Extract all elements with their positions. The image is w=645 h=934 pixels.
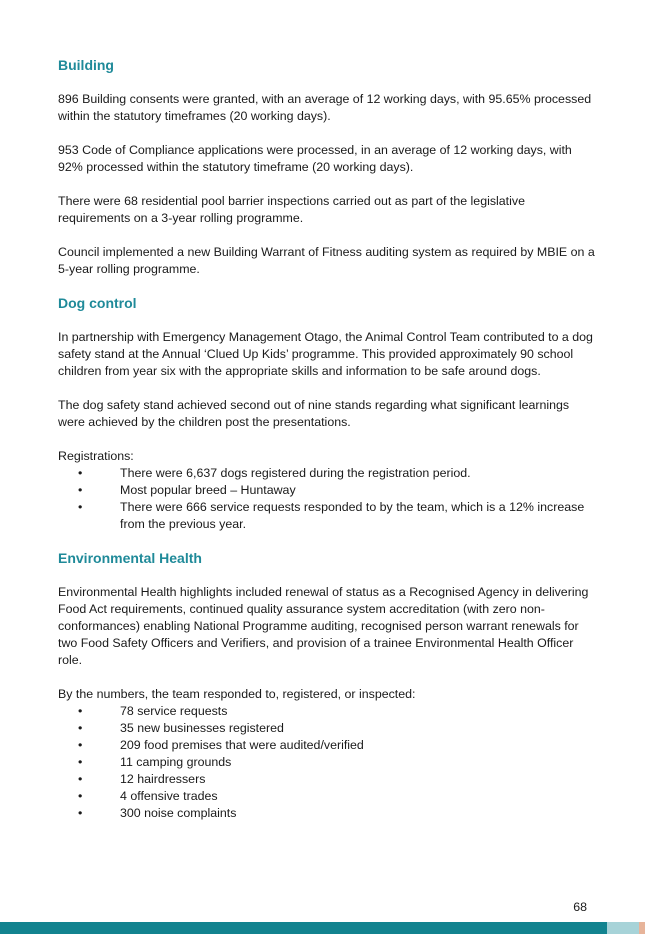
- building-paragraph: Council implemented a new Building Warrant of Fitness auditing system as required by MBIE on a 5-year rolling programme.: [58, 245, 595, 276]
- list-item: • There were 666 service requests responded to by the team, which is a 12% increase from the previous year.: [78, 500, 585, 531]
- registrations-list: [58, 465, 598, 533]
- list-item: • There were 6,637 dogs registered during the registration period.: [78, 466, 471, 480]
- dog-control-section: [58, 295, 598, 533]
- list-item: • 300 noise complaints: [78, 806, 237, 820]
- list-item: • 12 hairdressers: [78, 772, 206, 786]
- list-item: • 35 new businesses registered: [78, 721, 284, 735]
- document-page: [58, 57, 598, 839]
- page-number: 68: [573, 900, 587, 914]
- bullet-icon: •: [78, 704, 83, 718]
- list-item: • Most popular breed – Huntaway: [78, 483, 296, 497]
- dog-control-paragraph: The dog safety stand achieved second out of nine stands regarding what significant learnings were achieved by the children post the presentations.: [58, 398, 570, 429]
- footer-bar: [0, 922, 645, 934]
- building-section: [58, 57, 598, 278]
- bullet-icon: •: [78, 738, 83, 752]
- building-paragraph: 896 Building consents were granted, with an average of 12 working days, with 95.65% processed within the statutory timeframes (20 working days).: [58, 92, 592, 123]
- bullet-icon: •: [78, 721, 83, 735]
- registrations-intro: Registrations:: [58, 449, 134, 463]
- bullet-icon: •: [78, 806, 83, 820]
- list-item: • 4 offensive trades: [78, 789, 218, 803]
- list-item: • 78 service requests: [78, 704, 228, 718]
- footer-bar-accent: [639, 922, 645, 934]
- footer-bar-light: [607, 922, 639, 934]
- numbers-intro: By the numbers, the team responded to, registered, or inspected:: [58, 687, 416, 701]
- dog-control-heading: Dog control: [58, 295, 137, 311]
- list-item: • 209 food premises that were audited/verified: [78, 738, 364, 752]
- bullet-icon: •: [78, 483, 83, 497]
- numbers-list: [58, 703, 598, 822]
- bullet-icon: •: [78, 466, 83, 480]
- bullet-icon: •: [78, 789, 83, 803]
- bullet-icon: •: [78, 500, 83, 514]
- dog-control-paragraph: In partnership with Emergency Management Otago, the Animal Control Team contributed to a dog safety stand at the Annual ‘Clued Up Kids’ programme. This provided approximately 90 school children from year six with the appropriate skills and information to be safe around dogs.: [58, 330, 593, 378]
- footer-bar-main: [0, 922, 607, 934]
- environmental-health-section: [58, 550, 598, 822]
- building-paragraph: There were 68 residential pool barrier inspections carried out as part of the legislative requirements on a 3-year rolling programme.: [58, 194, 525, 225]
- environmental-health-paragraph: Environmental Health highlights included renewal of status as a Recognised Agency in delivering Food Act requirements, continued quality assurance system accreditation (with zero non-conformances) enabling National Programme auditing, recognised person warrant renewals for two Food Safety Officers and Verifiers, and provision of a trainee Environmental Health Officer role.: [58, 585, 589, 667]
- list-item: • 11 camping grounds: [78, 755, 232, 769]
- bullet-icon: •: [78, 772, 83, 786]
- building-heading: Building: [58, 57, 114, 73]
- bullet-icon: •: [78, 755, 83, 769]
- environmental-health-heading: Environmental Health: [58, 550, 202, 566]
- building-paragraph: 953 Code of Compliance applications were processed, in an average of 12 working days, with 92% processed within the statutory timeframe (20 working days).: [58, 143, 572, 174]
